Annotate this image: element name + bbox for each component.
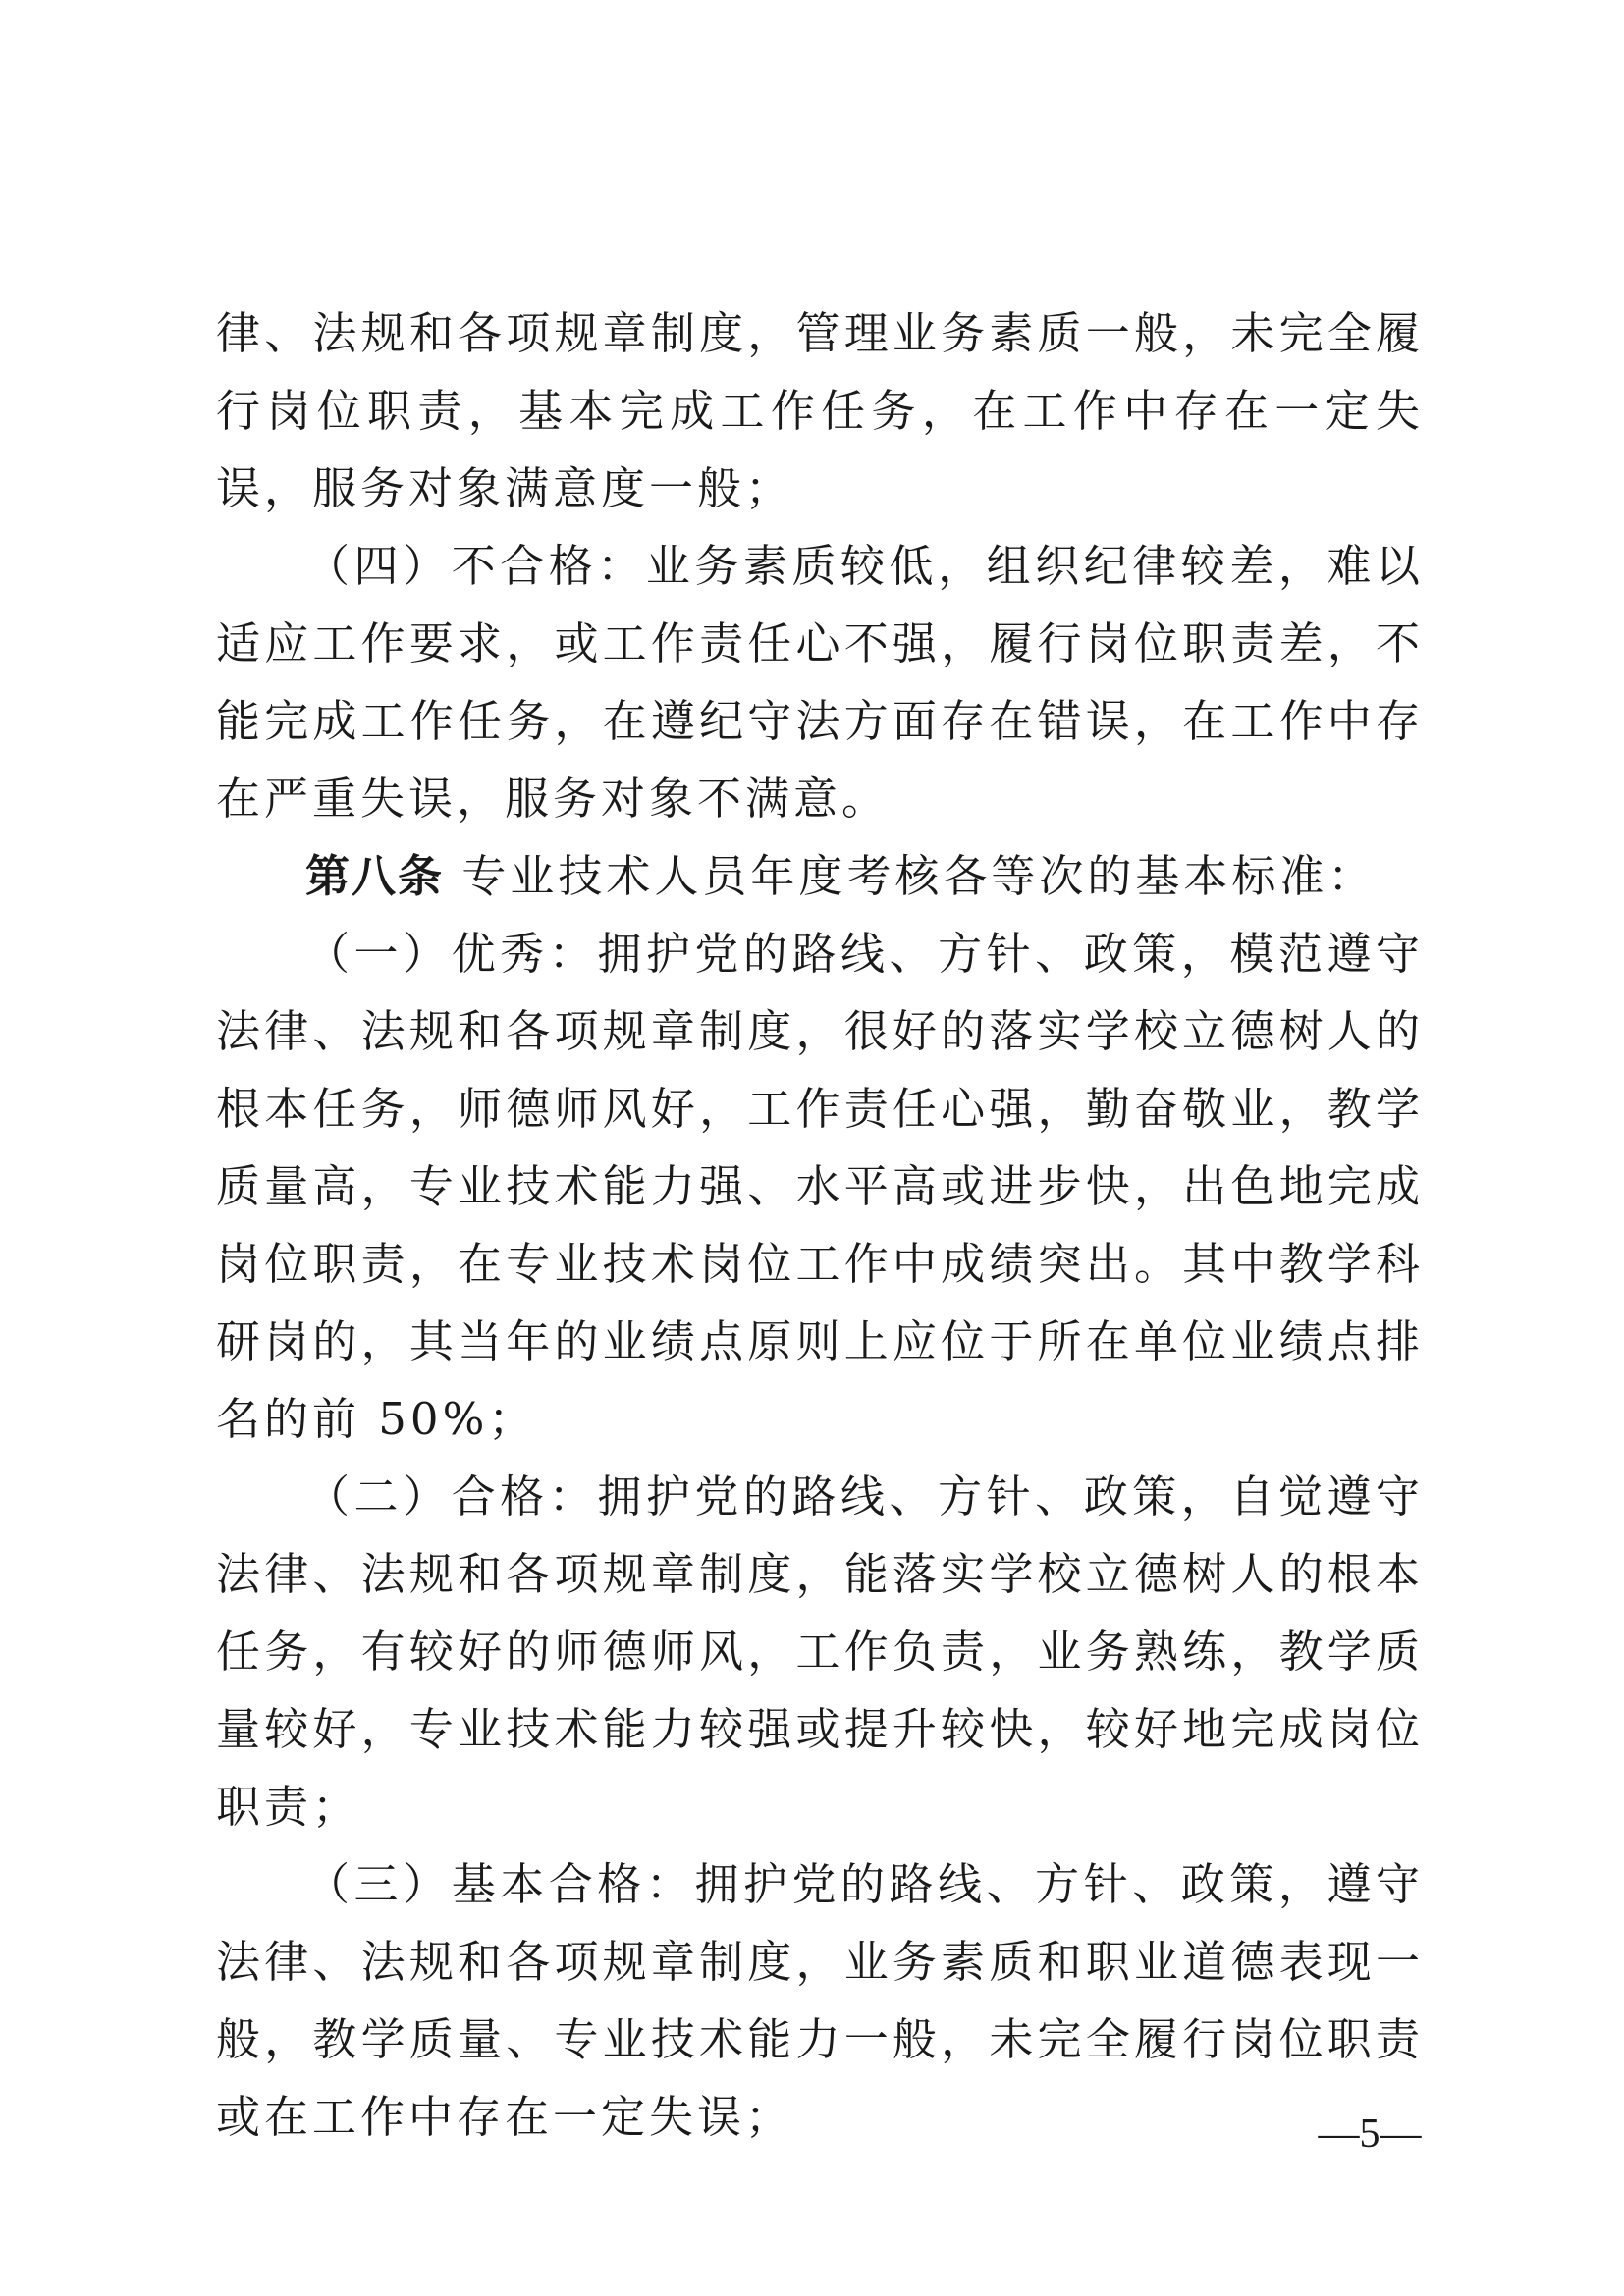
paragraph-continuation: 律、法规和各项规章制度，管理业务素质一般，未完全履行岗位职责，基本完成工作任务，在工作中存在一定失误，服务对象满意度一般； [216, 307, 1424, 514]
paragraph-unqualified: （四）不合格：业务素质较低，组织纪律较差，难以适应工作要求，或工作责任心不强，履行岗位职责差，不能完成工作任务，在遵纪守法方面存在错误，在工作中存在严重失误，服务对象不满意。 [216, 540, 1424, 825]
article-heading: 第八条 [305, 850, 445, 902]
paragraph-qualified: （二）合格：拥护党的路线、方针、政策，自觉遵守法律、法规和各项规章制度，能落实学校立德树人的根本任务，有较好的师德师风，工作负责，业务熟练，教学质量较好，专业技术能力较强或提升较快，较好地完成岗位职责； [216, 1470, 1424, 1833]
paragraph-article-eight [216, 837, 1424, 915]
article-text: 专业技术人员年度考核各等次的基本标准： [461, 850, 1377, 902]
paragraph-basically-qualified: （三）基本合格：拥护党的路线、方针、政策，遵守法律、法规和各项规章制度，业务素质和职业道德表现一般，教学质量、专业技术能力一般，未完全履行岗位职责或在工作中存在一定失误； [216, 1858, 1424, 2143]
paragraph-excellent: （一）优秀：拥护党的路线、方针、政策，模范遵守法律、法规和各项规章制度，很好的落实学校立德树人的根本任务，师德师风好，工作责任心强，勤奋敬业，教学质量高，专业技术能力强、水平高或进步快，出色地完成岗位职责，在专业技术岗位工作中成绩突出。其中教学科研岗的，其当年的业绩点原则上应位于所在单位业绩点排名的前 50%； [216, 928, 1424, 1445]
page-number: —5— [1318, 2111, 1422, 2157]
body-text [216, 294, 1424, 2156]
